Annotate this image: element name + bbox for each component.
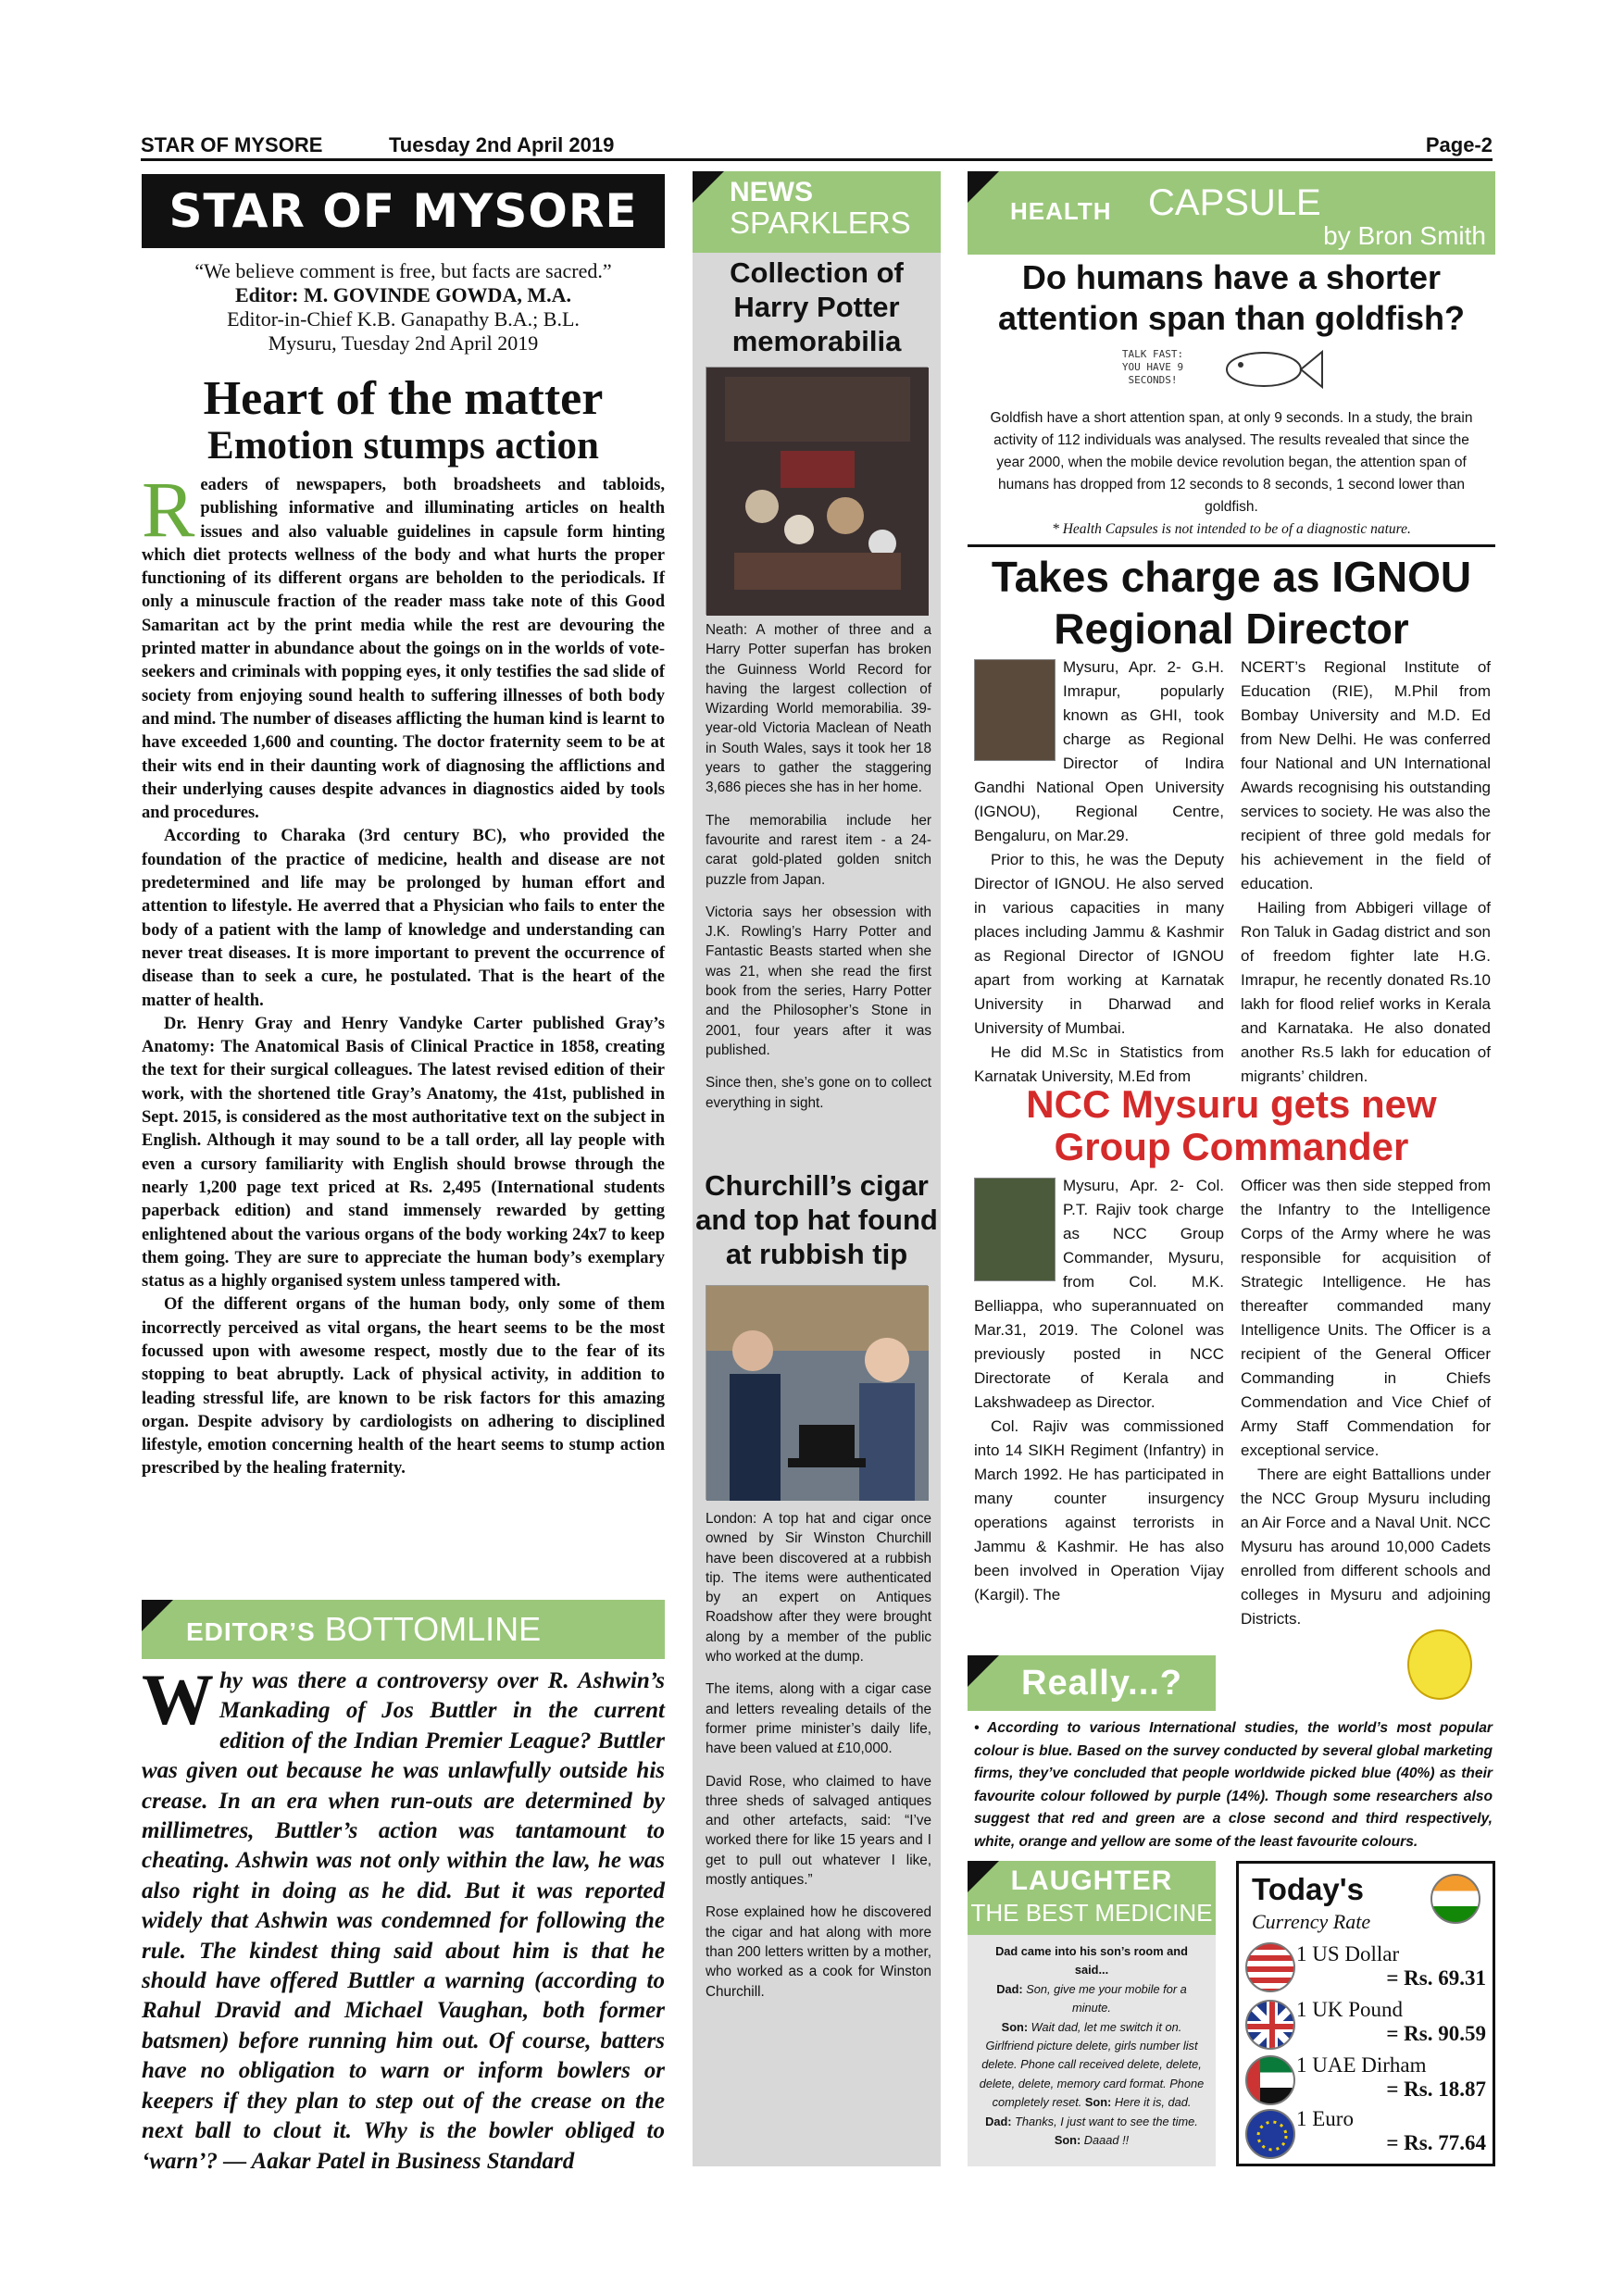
currency-subtitle: Currency Rate — [1252, 1910, 1371, 1933]
masthead-dateline: Mysuru, Tuesday 2nd April 2019 — [268, 331, 539, 355]
story-paragraph: The memorabilia include her favourite and rarest item - a 24-carat gold-plated golden snitch puzzle from Japan. — [706, 812, 931, 888]
laughter-banner — [968, 1861, 1216, 1935]
story-title: Churchill’s cigar and top hat found at rubbish tip — [695, 1169, 938, 1270]
health-disclaimer: * Health Capsules is not intended to be of a diagnostic nature. — [1052, 521, 1411, 537]
currency-row — [1296, 2053, 1486, 2102]
joke-line: Wait dad, let me switch it on. Girlfriend picture delete, girls number list delete. Phone call received delete, delete, delete, delete, memory card format. Phone completely reset. — [979, 2019, 1205, 2110]
currency-name: 1 Euro — [1296, 2107, 1354, 2130]
health-title: Do humans have a shorter attention span than goldfish? — [998, 258, 1465, 337]
story-paragraph: Neath: A mother of three and a Harry Potter superfan has broken the Guinness World Record for having the largest collection of Wizarding World memorabilia. 39-year-old Victoria Maclean of Neath in South Wales, says it took her 18 years to gather the staggering 3,686 pieces she has in her home. — [706, 622, 931, 796]
header-page-number: Page-2 — [1425, 133, 1493, 156]
story-paragraph: David Rose, who claimed to have three sheds of salvaged antiques and other artefacts, said: “I’ve worked there for like 15 years and I get to pull out whatever I like, mostly antiques.” — [706, 1773, 931, 1889]
corner-triangle-icon — [693, 171, 724, 203]
story-paragraph: Mysuru, Apr. 2- G.H. Imrapur, popularly known as GHI, took charge as Regional Director of Indira Gandhi National Open University (IGNOU), Regional Centre, Bengaluru, on Mar.29. — [974, 658, 1224, 844]
currency-name: 1 US Dollar — [1296, 1942, 1400, 1965]
really-banner — [968, 1655, 1216, 1711]
joke-line: Dad came into his son’s room and said... — [995, 1944, 1188, 1978]
currency-value: = Rs. 77.64 — [1386, 2131, 1486, 2154]
health-text: Goldfish have a short attention span, at only 9 seconds. In a study, the brain activity of 112 individuals was analysed. The results revealed that since the year 2000, when the mobile device revolution began, the attention span of humans has dropped from 12 seconds to 8 seconds, 1 second lower than goldfish. — [990, 410, 1473, 515]
uae-flag-icon — [1245, 2055, 1295, 2105]
corner-triangle-icon — [142, 1600, 173, 1631]
joke-speaker: Son: — [1084, 2095, 1112, 2110]
ncc-headline: NCC Mysuru gets new Group Commander — [1026, 1082, 1437, 1168]
imrapur-photo — [974, 659, 1056, 761]
corner-triangle-icon — [968, 171, 999, 203]
bottomline-label-b: BOTTOMLINE — [324, 1610, 542, 1648]
currency-value: = Rs. 18.87 — [1386, 2078, 1486, 2101]
story-paragraph: He did M.Sc in Statistics from Karnatak University, M.Ed from — [974, 1043, 1224, 1085]
header-date: Tuesday 2nd April 2019 — [389, 133, 615, 156]
currency-name: 1 UAE Dirham — [1296, 2053, 1427, 2077]
uk-flag-icon — [1245, 2000, 1295, 2050]
eu-flag-icon — [1245, 2109, 1295, 2159]
goldfish-sketch — [1111, 344, 1352, 394]
health-label-a: HEALTH — [1010, 197, 1112, 225]
laughter-label-a: LAUGHTER — [1010, 1866, 1173, 1896]
health-byline: by Bron Smith — [1323, 221, 1486, 250]
page-header — [141, 131, 1493, 161]
story-paragraph: There are eight Battallions under the NCC Group Mysuru including an Air Force and a Naval Unit. NCC Mysuru has around 10,000 Cadets enrolled from different schools and colleges in Mysuru and adjoining Districts. — [1241, 1466, 1491, 1628]
story1-body — [706, 620, 931, 1126]
editors-bottomline-banner — [142, 1600, 665, 1659]
editorial-subtitle: Emotion stumps action — [207, 424, 599, 468]
health-label-b: CAPSULE — [1148, 182, 1321, 223]
editorial-paragraph: According to Charaka (3rd century BC), who provided the foundation of the practice of medicine, health and disease are not predetermined and life may be prolonged by human effort and attention to lifestyle. He averred that a Physician who fails to enter the body of a patient with the lamp of knowledge and understanding can never treat diseases. It is more important to prevent the occurrence of disease than to seek a cure, he postulated. That is the heart of the matter of health. — [142, 827, 665, 1010]
ncc-col-1 — [974, 1174, 1224, 1607]
top-hat-photo-icon — [706, 1286, 929, 1501]
memorabilia-photo-icon — [706, 368, 929, 616]
news-label-b: SPARKLERS — [730, 206, 911, 240]
harry-potter-photo — [706, 367, 928, 615]
currency-row — [1296, 2107, 1486, 2155]
editorial-paragraph: Of the different organs of the human body, only some of them incorrectly perceived as vital organs, the heart seems to be the most focussed upon with awesome respect, mostly due to the fear of its stopping to beat abruptly. Lack of physical activity, in addition to leading stressful life, are known to be risk factors for this amazing organ. Despite advisory by cardiologists on adhering to disciplined lifestyle, emotion concerning health of the heart seems to stump action prescribed by the healing fraternity. — [142, 1295, 665, 1479]
currency-value: = Rs. 90.59 — [1386, 2022, 1486, 2045]
health-capsule-banner — [968, 171, 1495, 255]
bottomline-text: Why was there a controversy over R. Ashwin’s Mankading of Jos Buttler in the current edition of the Indian Premier League? Buttler was given out because he was unlawfully outside his crease. In an era when run-outs are determined by millimetres, Buttler’s action was tantamount to cheating. Ashwin was not only within the law, he was also right in doing as he did. But it was reported widely that Ashwin was condemned for following the rule. The kindest thing said about him is that he should have offered Buttler a warning (according to Rahul Dravid and Michael Vaughan, both former batsmen) before running him out. Of course, batters have no obligation to warn or inform bowlers or keepers if they plan to step out of the crease on the next ball to clout it. Why is the bowler obliged to ‘warn’? — Aakar Patel in Business Standard — [142, 1659, 665, 2174]
story-paragraph: Mysuru, Apr. 2- Col. P.T. Rajiv took charge as NCC Group Commander, Mysuru, from Col. M.K. Belliappa, who superannuated on Mar.31, 2019. The Colonel was previously posted in NCC Directorate of Kerala and Lakshwadeep as Director. — [974, 1177, 1224, 1411]
ignou-col-2 — [1241, 655, 1491, 1089]
story-paragraph: Prior to this, he was the Deputy Director of IGNOU. He also served in various capacities in many places including Jammu & Kashmir as Regional Director of IGNOU apart from working at Karnatak University in Dharwad and University of Mumbai. — [974, 851, 1224, 1037]
story-paragraph: Rose explained how he discovered the cigar and hat along with more than 200 letters written by a mother, who worked as a cook for Winston Churchill. — [706, 1904, 931, 2000]
header-paper-name: STAR OF MYSORE — [141, 133, 323, 156]
joke-speaker: Dad: — [985, 2114, 1012, 2128]
lightbulb-icon — [1407, 1629, 1472, 1700]
story-paragraph: Victoria says her obsession with J.K. Rowling’s Harry Potter and Fantastic Beasts started when she was 21, when she read the first book from the series, Harry Potter and the Philosopher’s Stone in 2001, four years after it was published. — [706, 904, 931, 1058]
currency-name: 1 UK Pound — [1296, 1998, 1404, 2021]
laughter-label-b: THE BEST MEDICINE — [970, 1899, 1213, 1927]
editorial-title: Heart of the matter — [203, 372, 604, 425]
story2-body — [706, 1509, 931, 2015]
joke-text — [978, 1942, 1206, 2150]
corner-triangle-icon — [968, 1861, 999, 1892]
corner-triangle-icon — [968, 1655, 999, 1687]
news-label-a: NEWS — [730, 177, 813, 207]
us-flag-icon — [1245, 1942, 1295, 1992]
bottomline-label-a: EDITOR’S — [186, 1617, 316, 1646]
masthead-motto: “We believe comment is free, but facts are sacred.” — [194, 259, 612, 282]
story-paragraph: NCERT’s Regional Institute of Education (RIE), M.Phil from Bombay University and M.D. Ed from New Delhi. He was conferred four National and UN International Awards recognising his outstanding services to society. He was also the recipient of three gold medals for his achievement in the field of education. — [1241, 658, 1491, 892]
masthead-credits — [142, 259, 665, 356]
really-label: Really...? — [1021, 1664, 1183, 1703]
story-title: Collection of Harry Potter memorabilia — [730, 256, 904, 357]
rajiv-photo — [974, 1178, 1056, 1281]
really-text: • According to various International studies, the world’s most popular colour is blue. Based on the survey conducted by several global marketing firms, they’ve concluded that people worldwide picked blue (40%) as their favourite colour followed by purple (14%). Though some researchers also suggest that red and green are a close second and third respectively, white, orange and yellow are some of the least favourite colours. — [974, 1720, 1493, 1850]
joke-line: Thanks, I just want to see the time. — [1011, 2114, 1198, 2128]
india-flag-icon — [1430, 1874, 1480, 1924]
currency-row — [1296, 1942, 1486, 1990]
story-paragraph: Col. Rajiv was commissioned into 14 SIKH Regiment (Infantry) in March 1992. He has participated in many counter insurgency operations against terrorists in Jammu & Kashmir. He has also been involved in Operation Vijay (Kargil). The — [974, 1417, 1224, 1603]
joke-line: Here it is, dad. — [1111, 2095, 1192, 2110]
goldfish-icon — [1213, 344, 1324, 394]
story-paragraph: London: A top hat and cigar once owned by Sir Winston Churchill have been discovered at a rubbish tip. The items were authenticated by an expert on Antiques Roadshow after they were brought along by a member of the public who worked at the dump. — [706, 1511, 931, 1666]
joke-speaker: Dad: — [996, 1981, 1023, 1996]
joke-line: Daaad !! — [1081, 2133, 1130, 2148]
story-paragraph: The items, along with a cigar case and letters revealing details of the former prime minister’s daily life, have been valued at £10,000. — [706, 1681, 931, 1757]
story-paragraph: Since then, she’s gone on to collect everything in sight. — [706, 1075, 931, 1111]
story-paragraph: Officer was then side stepped from the Infantry to the Intelligence Corps of the Army where he was responsible for acquisition of Strategic Intelligence. He has thereafter commanded many Intelligence Units. The Officer is a recipient of the General Officer Commanding in Chiefs Commendation and Vice Chief of Army Staff Commendation for exceptional service. — [1241, 1177, 1491, 1459]
editorial-paragraph: Readers of newspapers, both broadsheets and tabloids, publishing informative and illuminating articles on health issues and also valuable guidelines in capsule form hinting which diet protects wellness of the body and what hurts the proper functioning of its different organs are beholden to the periodicals. If only a minuscule fraction of the reader mass take note of this Good Samaritan act by the print media while the rest are devouring the printed matter in abundance about the goings on in the worlds of vote-seekers and criminals with popping eyes, it only testifies the sad slide of society from enjoying sound health to suffering illnesses of both body and mind. The number of diseases afflicting the human kind is learnt to have exceeded 1,600 and counting. The doctor fraternity seem to be at their wits end in their daunting work of diagnosing the afflictions and their underlying causes despite advances in diagnostics aided by tools and procedures. — [142, 465, 665, 823]
ignou-col-1 — [974, 655, 1224, 1089]
health-body — [981, 407, 1481, 541]
joke-speaker: Son: — [1054, 2133, 1081, 2148]
editorial-paragraph: Dr. Henry Gray and Henry Vandyke Carter published Gray’s Anatomy: The Anatomical Basis of Clinical Practice in 1858, creating the text for their surgical colleagues. The latest revised edition of their work, with the shortened title Gray’s Anatomy, the 41st, published in Sept. 2015, is considered as the most authoritative text on the subject in English. Although it may sound to be a tall order, all lay people with even a cursory familiarity with English should browse through the nearly 1,200 page text priced at Rs. 2,495 (International students paperback edition) and stand immensely rewarded by getting enlightened about the various organs of the body working 24x7 to keep them going. They are sure to appreciate the human body’s exemplary status as a highly organised system unless tampered with. — [142, 1014, 665, 1292]
drop-cap: W — [142, 1659, 214, 1740]
drop-cap: R — [142, 465, 195, 554]
currency-row — [1296, 1998, 1486, 2046]
news-sparklers-banner — [693, 171, 941, 253]
sketch-caption: TALK FAST: YOU HAVE 9 SECONDS! — [1121, 348, 1184, 386]
masthead-editor: Editor: M. GOVINDE GOWDA, M.A. — [235, 283, 571, 306]
ignou-headline: Takes charge as IGNOU Regional Director — [968, 544, 1495, 655]
joke-speaker: Son: — [1001, 2019, 1029, 2034]
masthead-chief-editor: Editor-in-Chief K.B. Ganapathy B.A.; B.L. — [227, 307, 580, 331]
masthead-logo: STAR OF MYSORE — [142, 174, 665, 248]
ncc-col-2 — [1241, 1174, 1491, 1631]
currency-title: Today's — [1252, 1872, 1364, 1906]
joke-line: Son, give me your mobile for a minute. — [1022, 1981, 1187, 2015]
currency-value: = Rs. 69.31 — [1386, 1966, 1486, 1990]
editorial-body — [142, 465, 665, 1481]
story-paragraph: Hailing from Abbigeri village of Ron Taluk in Gadag district and son of freedom fighter late H.G. Imrapur, he recently donated Rs.10 lakh for flood relief works in Kerala and Karnataka. He also donated another Rs.5 lakh for education of migrants’ children. — [1241, 899, 1491, 1085]
churchill-photo — [706, 1285, 928, 1500]
